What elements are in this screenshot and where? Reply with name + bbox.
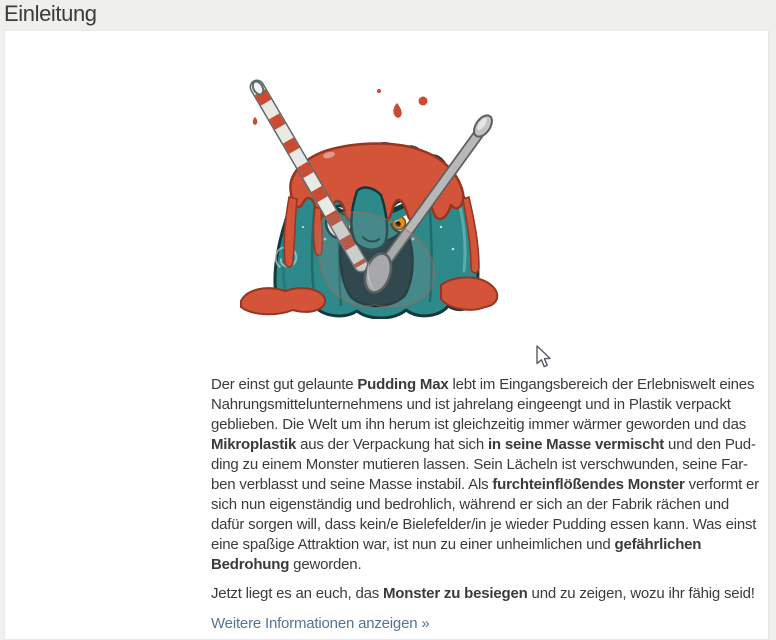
pudding-monster-icon (227, 79, 517, 319)
scrollbar-track[interactable] (769, 30, 776, 640)
paragraph: Der einst gut gelaunte Pudding Max lebt im Eingangsbereich der Erlebniswelt eines Nahrungsmittelunternehmens und ist jahrelang eingeengt und in Plastik verpackt geblieben. Die Welt um ihn herum ist gleichzeitig immer wärmer geworden und das Mikroplastik aus der Verpackung hat sich in seine Masse vermischt und den Pudding zu einem Monster mutieren lassen. Sein Lächeln ist verschwunden, seine Farben verblasst und seine Masse instabil. Als furchteinflößendes Monster verformt er sich nun eigenständig und bedrohlich, während er sich an der Fabrik rächen und dafür sorgen will, dass kein/e Bielefelder/in je wieder Pudding essen kann. Was einst eine spaßige Attraktion war, ist nun zu einer unheimlichen und gefährlichen Bedrohung geworden. (211, 376, 759, 573)
show-more-link[interactable]: Weitere Informationen anzeigen » (211, 615, 430, 632)
paragraph: Jetzt liegt es an euch, das Monster zu besiegen und zu zeigen, wozu ihr fähig seid! (211, 585, 755, 602)
intro-text (211, 375, 763, 634)
monster-image (227, 79, 517, 319)
page-title: Einleitung (4, 1, 97, 26)
content-panel (4, 30, 769, 640)
section-header-bar (0, 0, 776, 30)
